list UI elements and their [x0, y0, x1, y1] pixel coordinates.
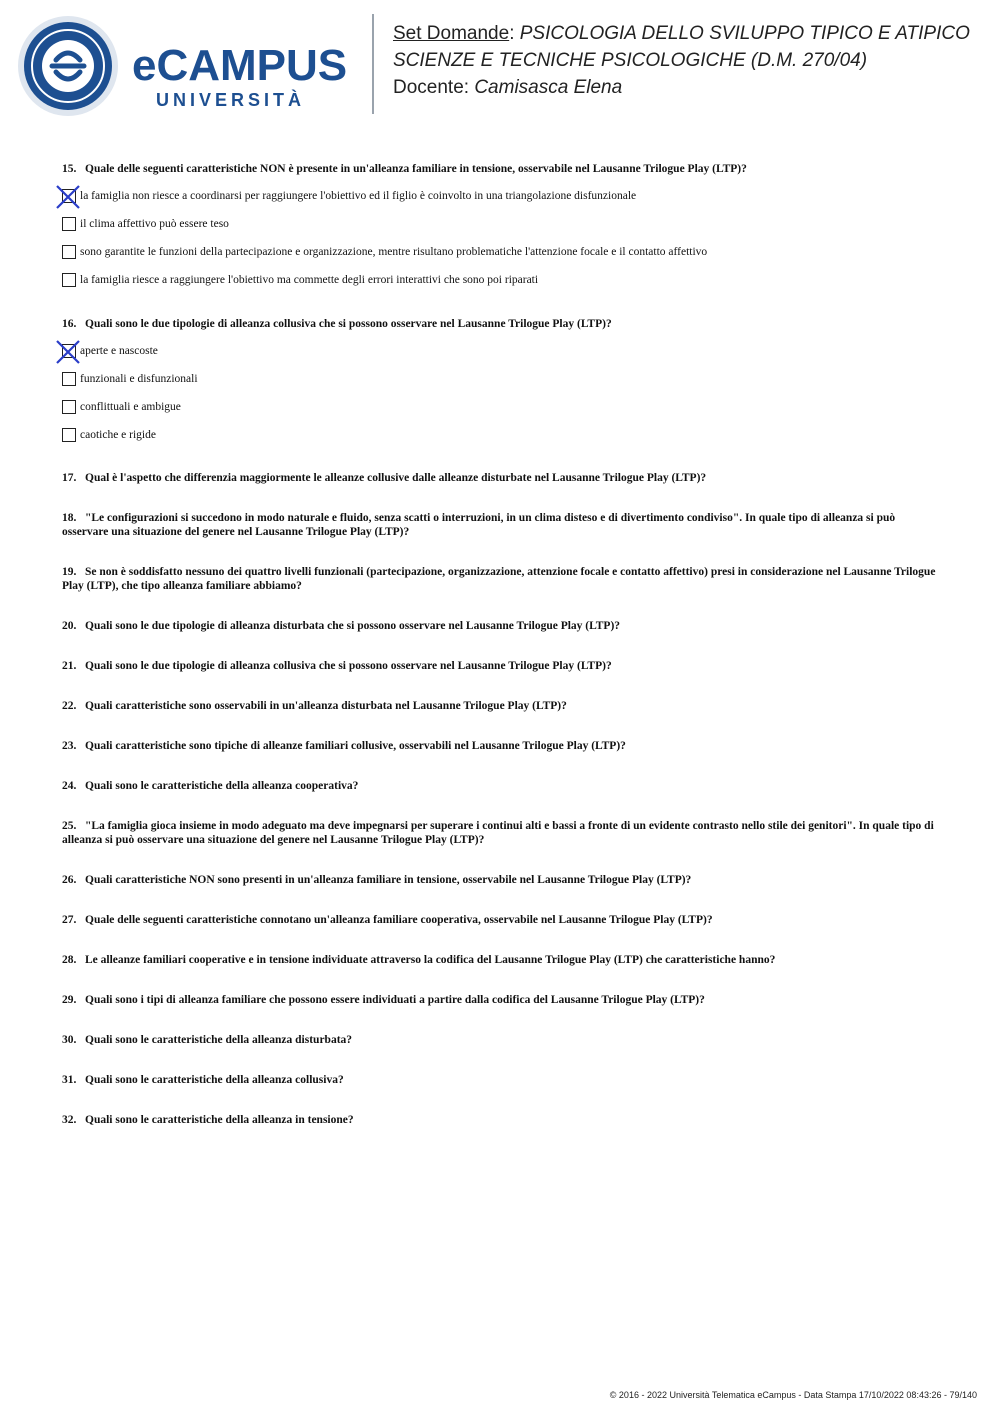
question-body: Quali caratteristiche NON sono presenti in un'alleanza familiare in tensione, osservabile nel Lausanne Trilogue Play (LTP)? [85, 874, 692, 886]
question-28 [62, 953, 942, 967]
checkbox[interactable] [62, 372, 76, 386]
course-line [393, 20, 970, 47]
question-16 [62, 317, 942, 449]
question-number: 30. [62, 1034, 77, 1046]
question-24 [62, 779, 942, 793]
question-number: 23. [62, 740, 77, 752]
question-26 [62, 873, 942, 887]
question-number: 25. [62, 820, 77, 832]
option-text: funzionali e disfunzionali [80, 373, 198, 385]
question-25 [62, 819, 942, 847]
question-list [62, 162, 942, 1127]
question-number: 18. [62, 512, 77, 524]
degree-title: SCIENZE E TECNICHE PSICOLOGICHE (D.M. 270/04) [393, 50, 868, 71]
header-divider [372, 14, 374, 114]
question-29 [62, 993, 942, 1007]
options [62, 337, 942, 449]
docente-line [393, 74, 970, 101]
question-30 [62, 1033, 942, 1047]
question-number: 26. [62, 874, 77, 886]
question-text [62, 317, 942, 331]
option-text: caotiche e rigide [80, 429, 156, 441]
option-text: la famiglia riesce a raggiungere l'obiettivo ma commette degli errori interattivi che sono poi riparati [80, 274, 539, 286]
logo-brand: eCAMPUS [132, 41, 348, 90]
question-body: Quali caratteristiche sono osservabili in un'alleanza disturbata nel Lausanne Trilogue Play (LTP)? [85, 700, 567, 712]
question-32 [62, 1113, 942, 1127]
question-body: Quali sono le due tipologie di alleanza collusiva che si possono osservare nel Lausanne Trilogue Play (LTP)? [85, 660, 612, 672]
option[interactable] [62, 266, 942, 294]
question-number: 19. [62, 566, 77, 578]
option-text: conflittuali e ambigue [80, 401, 181, 413]
option-text: aperte e nascoste [80, 345, 158, 357]
question-body: Quali sono le caratteristiche della alleanza cooperativa? [85, 780, 359, 792]
option[interactable] [62, 393, 942, 421]
question-body: Quali sono le due tipologie di alleanza disturbata che si possono osservare nel Lausanne Trilogue Play (LTP)? [85, 620, 621, 632]
question-23 [62, 739, 942, 753]
docente-label: Docente: [393, 77, 475, 98]
question-text [62, 162, 942, 176]
question-number: 27. [62, 914, 77, 926]
question-number: 31. [62, 1074, 77, 1086]
checkbox[interactable] [62, 273, 76, 287]
question-number: 24. [62, 780, 77, 792]
question-body: Quali sono le caratteristiche della alleanza disturbata? [85, 1034, 353, 1046]
question-body: Le alleanze familiari cooperative e in tensione individuate attraverso la codifica del Lausanne Trilogue Play (LTP) che caratteristiche hanno? [85, 954, 776, 966]
question-number: 28. [62, 954, 77, 966]
question-15 [62, 162, 942, 294]
question-number: 17. [62, 472, 77, 484]
option-text: il clima affettivo può essere teso [80, 218, 229, 230]
question-body: Quale delle seguenti caratteristiche NON è presente in un'alleanza familiare in tensione, osservabile nel Lausanne Trilogue Play (LTP)? [85, 163, 747, 175]
question-19 [62, 565, 942, 593]
cross-mark-icon [55, 339, 81, 365]
option[interactable] [62, 337, 942, 365]
question-number: 22. [62, 700, 77, 712]
checkbox[interactable] [62, 217, 76, 231]
set-label: Set Domande [393, 23, 510, 44]
option[interactable] [62, 365, 942, 393]
question-body: Quali sono le caratteristiche della alleanza in tensione? [85, 1114, 354, 1126]
question-body: "La famiglia gioca insieme in modo adeguato ma deve impegnarsi per superare i continui alti e bassi a fronte di un evidente contrasto nello stile dei genitori". In quale tipo di alleanza si può osservare una situazione del genere nel Lausanne Trilogue Play (LTP)? [62, 820, 934, 846]
question-22 [62, 699, 942, 713]
question-body: Quale delle seguenti caratteristiche connotano un'alleanza familiare cooperativa, osservabile nel Lausanne Trilogue Play (LTP)? [85, 914, 713, 926]
question-27 [62, 913, 942, 927]
options [62, 182, 942, 294]
page-header [0, 0, 1000, 130]
checkbox[interactable] [62, 245, 76, 259]
checkbox[interactable] [62, 189, 76, 203]
option[interactable] [62, 182, 942, 210]
question-number: 29. [62, 994, 77, 1006]
checkbox[interactable] [62, 400, 76, 414]
question-number: 21. [62, 660, 77, 672]
question-21 [62, 659, 942, 673]
question-body: Quali sono le due tipologie di alleanza collusiva che si possono osservare nel Lausanne Trilogue Play (LTP)? [85, 318, 612, 330]
question-31 [62, 1073, 942, 1087]
question-body: Quali caratteristiche sono tipiche di alleanze familiari collusive, osservabili nel Lausanne Trilogue Play (LTP)? [85, 740, 626, 752]
question-body: Qual è l'aspetto che differenzia maggiormente le alleanze collusive dalle alleanze disturbate nel Lausanne Trilogue Play (LTP)? [85, 472, 707, 484]
checkbox[interactable] [62, 344, 76, 358]
docente-name: Camisasca Elena [474, 77, 623, 98]
course-title: PSICOLOGIA DELLO SVILUPPO TIPICO E ATIPICO [519, 23, 970, 44]
page-footer: © 2016 - 2022 Università Telematica eCampus - Data Stampa 17/10/2022 08:43:26 - 79/140 [609, 1390, 977, 1400]
question-body: Quali sono i tipi di alleanza familiare che possono essere individuati a partire dalla codifica del Lausanne Trilogue Play (LTP)? [85, 994, 705, 1006]
set-separator: : [509, 23, 520, 44]
question-number: 16. [62, 318, 77, 330]
option[interactable] [62, 421, 942, 449]
question-number: 20. [62, 620, 77, 632]
checkbox[interactable] [62, 428, 76, 442]
question-body: "Le configurazioni si succedono in modo naturale e fluido, senza scatti o interruzioni, in un clima disteso e di divertimento condiviso". In quale tipo di alleanza si può osservare una situazione del genere nel Lausanne Trilogue Play (LTP)? [62, 512, 896, 538]
question-body: Quali sono le caratteristiche della alleanza collusiva? [85, 1074, 344, 1086]
question-number: 15. [62, 163, 77, 175]
option-text: la famiglia non riesce a coordinarsi per raggiungere l'obiettivo ed il figlio è coinvolto in una triangolazione disfunzionale [80, 190, 637, 202]
question-20 [62, 619, 942, 633]
header-info [393, 20, 970, 101]
ecampus-logo [16, 14, 356, 118]
question-body: Se non è soddisfatto nessuno dei quattro livelli funzionali (partecipazione, organizzazione, attenzione focale e contatto affettivo) presi in considerazione nel Lausanne Trilogue Play (LTP), che tipo alleanza familiare abbiamo? [62, 566, 936, 592]
option[interactable] [62, 210, 942, 238]
option-text: sono garantite le funzioni della partecipazione e organizzazione, mentre risultano problematiche l'attenzione focale e il contatto affettivo [80, 246, 708, 258]
question-number: 32. [62, 1114, 77, 1126]
option[interactable] [62, 238, 942, 266]
question-17 [62, 471, 942, 485]
logo-subtitle: UNIVERSITÀ [156, 90, 306, 110]
cross-mark-icon [55, 184, 81, 210]
question-18 [62, 511, 942, 539]
